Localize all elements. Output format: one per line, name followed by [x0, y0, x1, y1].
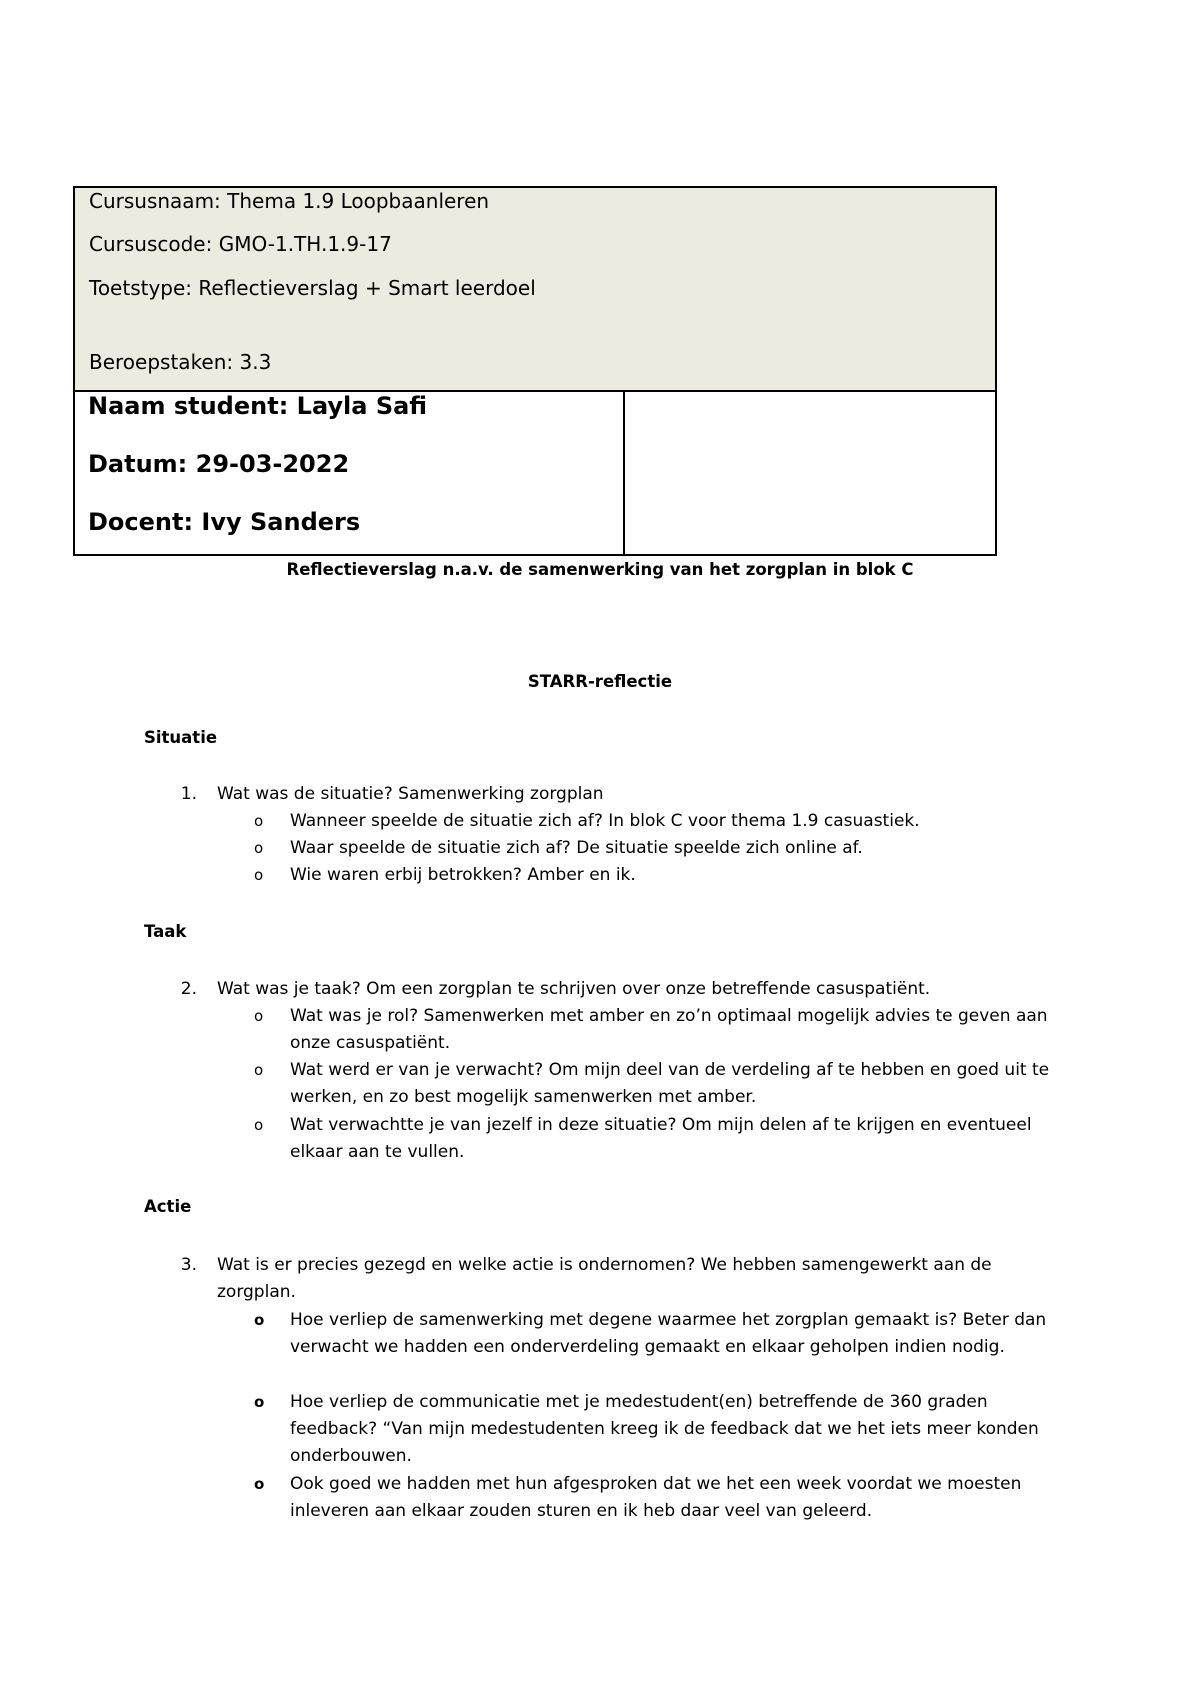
section-heading-actie: Actie — [144, 1197, 192, 1216]
submission-date: Datum: 29-03-2022 — [88, 450, 350, 478]
bullet-icon: o — [254, 1007, 264, 1025]
bullet-text: Hoe verliep de samenwerking met degene waarmee het zorgplan gemaakt is? Beter dan verwacht we hadden een onderverdeling gemaakt en elkaar geholpen indien nodig. — [290, 1310, 1047, 1357]
bullet-text: Wat werd er van je verwacht? Om mijn deel van de verdeling af te hebben en goed uit te werken, en zo best mogelijk samenwerken met amber. — [290, 1060, 1050, 1107]
question-text: Wat was je taak? Om een zorgplan te schrijven over onze betreffende casuspatiënt. — [217, 979, 931, 999]
test-type: Toetstype: Reflectieverslag + Smart leerdoel — [89, 276, 536, 300]
bullet-text: Wat was je rol? Samenwerken met amber en zo’n optimaal mogelijk advies te geven aan onze casuspatiënt. — [290, 1006, 1048, 1053]
course-info-table — [73, 186, 997, 556]
bullet-text: Hoe verliep de communicatie met je medestudent(en) betreffende de 360 graden feedback? “Van mijn medestudenten kreeg ik de feedback dat we het iets meer konden onderbouwen. — [290, 1392, 1039, 1466]
bullet-icon: o — [254, 1311, 265, 1329]
bullet-icon: o — [254, 1116, 264, 1134]
bullet-text: Waar speelde de situatie zich af? De situatie speelde zich online af. — [290, 838, 863, 858]
teacher-name: Docent: Ivy Sanders — [88, 508, 361, 536]
question-text: Wat is er precies gezegd en welke actie is ondernomen? We hebben samengewerkt aan de zorgplan. — [217, 1255, 992, 1302]
list-number: 3. — [180, 1255, 197, 1275]
bullet-icon: o — [254, 1061, 264, 1079]
bullet-icon: o — [254, 1393, 265, 1411]
professional-tasks: Beroepstaken: 3.3 — [89, 350, 272, 374]
document-title: Reflectieverslag n.a.v. de samenwerking van het zorgplan in blok C — [286, 560, 914, 579]
course-info-cell — [73, 186, 997, 390]
section-heading-situatie: Situatie — [144, 728, 218, 747]
bullet-icon: o — [254, 866, 264, 884]
course-code: Cursuscode: GMO-1.TH.1.9-17 — [89, 232, 392, 256]
student-name: Naam student: Layla Safi — [88, 392, 428, 420]
question-text: Wat was de situatie? Samenwerking zorgplan — [217, 784, 604, 804]
empty-cell — [625, 392, 995, 554]
bullet-text: Ook goed we hadden met hun afgesproken dat we het een week voordat we moesten inleveren aan elkaar zouden sturen en ik heb daar veel van geleerd. — [290, 1474, 1022, 1521]
student-info-row — [73, 390, 997, 556]
list-number: 2. — [180, 979, 197, 999]
bullet-text: Wie waren erbij betrokken? Amber en ik. — [290, 865, 636, 885]
bullet-text: Wat verwachtte je van jezelf in deze situatie? Om mijn delen af te krijgen en eventueel elkaar aan te vullen. — [290, 1115, 1032, 1162]
bullet-icon: o — [254, 1475, 265, 1493]
bullet-icon: o — [254, 812, 264, 830]
section-heading-taak: Taak — [144, 922, 187, 941]
bullet-icon: o — [254, 839, 264, 857]
list-number: 1. — [180, 784, 197, 804]
student-info-cell — [75, 392, 625, 554]
document-subtitle: STARR-reflectie — [527, 672, 673, 691]
bullet-text: Wanneer speelde de situatie zich af? In blok C voor thema 1.9 casuastiek. — [290, 811, 920, 831]
course-name: Cursusnaam: Thema 1.9 Loopbaanleren — [89, 189, 490, 213]
